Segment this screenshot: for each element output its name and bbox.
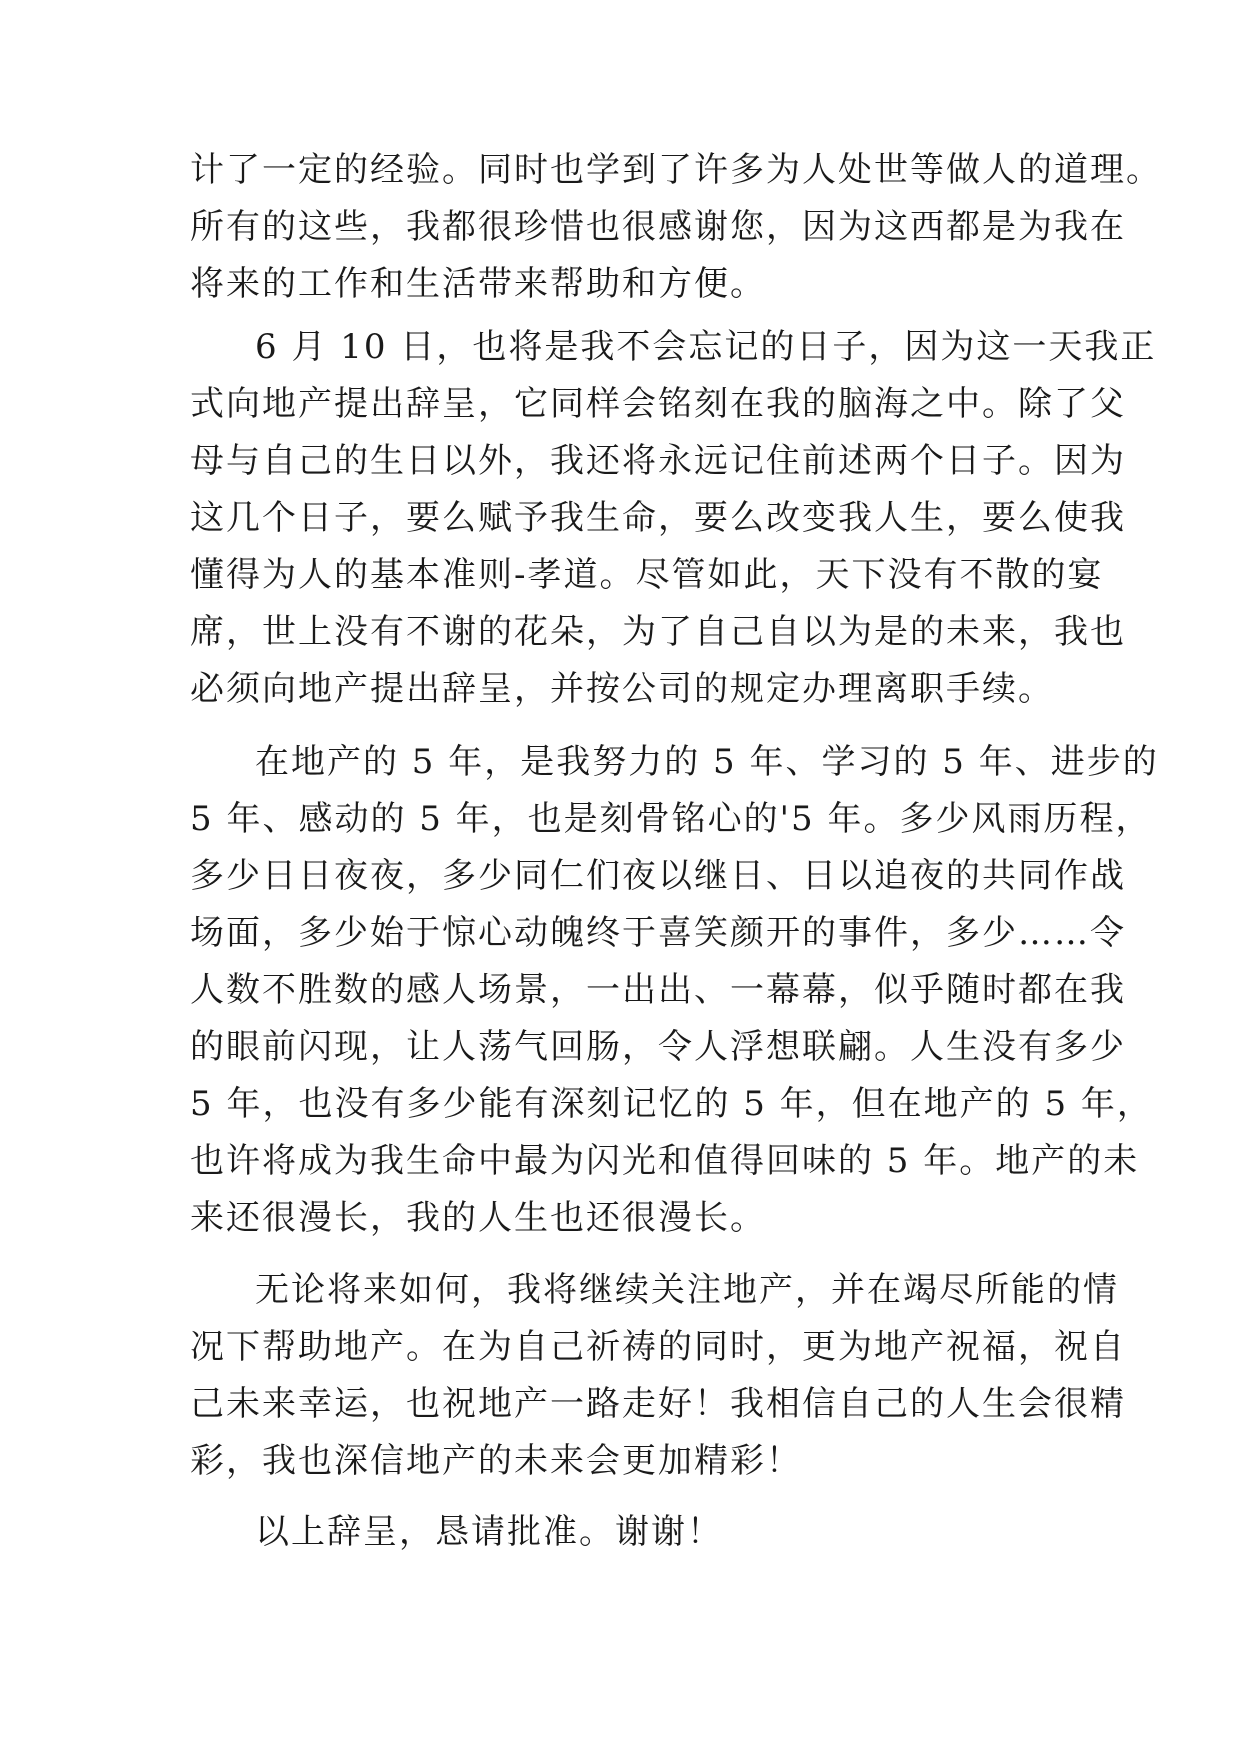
text-line: 必须向地产提出辞呈，并按公司的规定办理离职手续。 [190, 669, 1054, 709]
text-line: 人数不胜数的感人场景，一出出、一幕幕，似乎随时都在我 [190, 970, 1126, 1010]
text-line: 6 月 10 日，也将是我不会忘记的日子，因为这一天我正 [255, 327, 1157, 367]
text-line: 所有的这些，我都很珍惜也很感谢您，因为这西都是为我在 [190, 207, 1126, 247]
text-line: 5 年，也没有多少能有深刻记忆的 5 年，但在地产的 5 年， [190, 1084, 1153, 1124]
text-line: 母与自己的生日以外，我还将永远记住前述两个日子。因为 [190, 441, 1126, 481]
text-line: 以上辞呈，恳请批准。谢谢！ [255, 1512, 723, 1552]
text-line: 5 年、感动的 5 年，也是刻骨铭心的'5 年。多少风雨历程， [190, 799, 1152, 839]
text-line: 将来的工作和生活带来帮助和方便。 [190, 264, 766, 304]
text-line: 来还很漫长，我的人生也还很漫长。 [190, 1198, 766, 1238]
text-line: 懂得为人的基本准则-孝道。尽管如此，天下没有不散的宴 [190, 555, 1104, 595]
text-line: 这几个日子，要么赋予我生命，要么改变我人生，要么使我 [190, 498, 1126, 538]
text-line: 式向地产提出辞呈，它同样会铭刻在我的脑海之中。除了父 [190, 384, 1126, 424]
text-line: 多少日日夜夜，多少同仁们夜以继日、日以追夜的共同作战 [190, 856, 1126, 896]
text-line: 的眼前闪现，让人荡气回肠，令人浮想联翩。人生没有多少 [190, 1027, 1126, 1067]
text-line: 计了一定的经验。同时也学到了许多为人处世等做人的道理。 [190, 150, 1162, 190]
text-line: 在地产的 5 年，是我努力的 5 年、学习的 5 年、进步的 [255, 742, 1159, 782]
text-line: 席，世上没有不谢的花朵，为了自己自以为是的未来，我也 [190, 612, 1126, 652]
text-line: 也许将成为我生命中最为闪光和值得回味的 5 年。地产的未 [190, 1141, 1140, 1181]
text-line: 场面，多少始于惊心动魄终于喜笑颜开的事件，多少……令 [190, 913, 1126, 953]
text-line: 彩，我也深信地产的未来会更加精彩！ [190, 1441, 802, 1481]
text-line: 己未来幸运，也祝地产一路走好！我相信自己的人生会很精 [190, 1384, 1126, 1424]
text-line: 无论将来如何，我将继续关注地产，并在竭尽所能的情 [255, 1270, 1119, 1310]
text-line: 况下帮助地产。在为自己祈祷的同时，更为地产祝福，祝自 [190, 1327, 1126, 1367]
